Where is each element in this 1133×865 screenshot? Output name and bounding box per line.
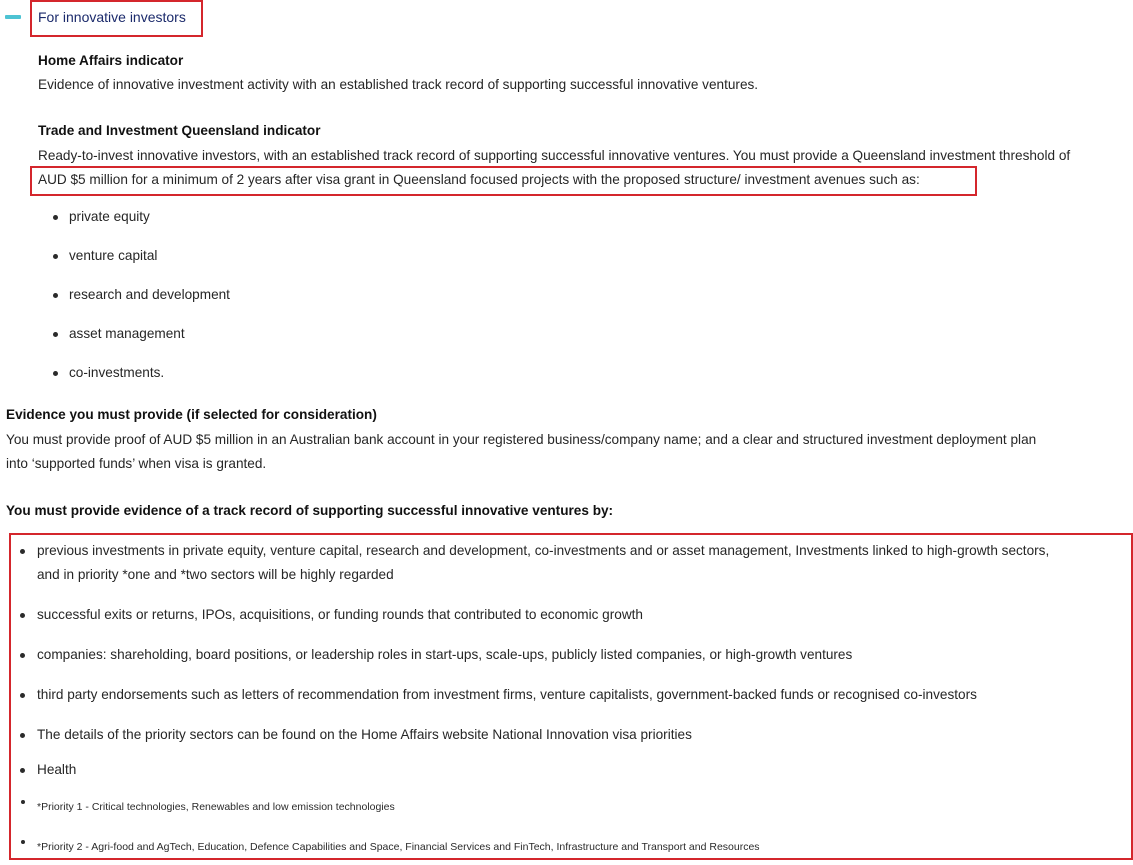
track-record-heading: You must provide evidence of a track record of supporting successful innovative ventures by: xyxy=(6,503,614,518)
bullet xyxy=(53,371,58,376)
list-item: Health xyxy=(37,762,77,777)
collapse-icon[interactable] xyxy=(5,15,21,19)
list-item: companies: shareholding, board positions, or leadership roles in start-ups, scale-ups, publicly listed companies, or high-growth ventures xyxy=(37,647,853,662)
evidence-text-line2: into ‘supported funds’ when visa is granted. xyxy=(6,456,267,471)
bullet xyxy=(20,653,25,658)
evidence-heading: Evidence you must provide (if selected for consideration) xyxy=(6,407,377,422)
bullet xyxy=(20,549,25,554)
list-item: *Priority 1 - Critical technologies, Renewables and low emission technologies xyxy=(37,801,395,813)
bullet xyxy=(53,332,58,337)
home-affairs-text: Evidence of innovative investment activity with an established track record of supporting successful innovative ventures. xyxy=(38,77,759,92)
list-item: third party endorsements such as letters of recommendation from investment firms, venture capitalists, government-backed funds or recognised co-investors xyxy=(37,687,977,702)
home-affairs-heading: Home Affairs indicator xyxy=(38,53,184,68)
tiq-text-line1: Ready-to-invest innovative investors, with an established track record of supporting successful innovative ventures. You must provide a Queensland investment threshold of xyxy=(38,148,1071,163)
bullet xyxy=(20,693,25,698)
bullet xyxy=(53,254,58,259)
accordion-title[interactable]: For innovative investors xyxy=(38,9,186,25)
list-item: previous investments in private equity, venture capital, research and development, co-investments and or asset management, Investments linked to high-growth sectors, xyxy=(37,543,1050,558)
list-item-continuation: and in priority *one and *two sectors will be highly regarded xyxy=(37,567,394,582)
list-item: co-investments. xyxy=(69,365,165,380)
bullet xyxy=(53,215,58,220)
list-item: research and development xyxy=(69,287,230,302)
list-item: venture capital xyxy=(69,248,158,263)
bullet xyxy=(20,768,25,773)
bullet xyxy=(53,293,58,298)
tiq-heading: Trade and Investment Queensland indicator xyxy=(38,123,321,138)
bullet xyxy=(20,733,25,738)
list-item: private equity xyxy=(69,209,150,224)
list-item: The details of the priority sectors can be found on the Home Affairs website National Innovation visa priorities xyxy=(37,727,692,742)
list-item: *Priority 2 - Agri-food and AgTech, Education, Defence Capabilities and Space, Financial Services and FinTech, Infrastructure and Transport and Resources xyxy=(37,841,760,853)
bullet xyxy=(21,800,25,804)
list-item: successful exits or returns, IPOs, acquisitions, or funding rounds that contributed to economic growth xyxy=(37,607,643,622)
bullet xyxy=(20,613,25,618)
evidence-text-line1: You must provide proof of AUD $5 million in an Australian bank account in your registered business/company name; and a clear and structured investment deployment plan xyxy=(6,432,1037,447)
list-item: asset management xyxy=(69,326,185,341)
bullet xyxy=(21,840,25,844)
tiq-text-line2: AUD $5 million for a minimum of 2 years after visa grant in Queensland focused projects with the proposed structure/ investment avenues such as: xyxy=(38,172,920,187)
